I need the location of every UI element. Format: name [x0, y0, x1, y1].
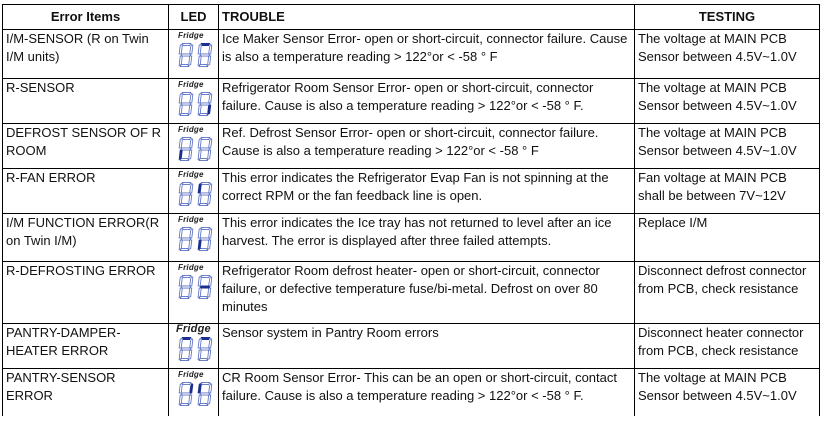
segment-c: [208, 56, 211, 65]
segment-f: [198, 93, 201, 102]
segment-b: [209, 93, 212, 102]
led-cell: [169, 324, 219, 369]
segment-a: [182, 182, 190, 184]
segment-a: [182, 227, 190, 229]
testing-cell: The voltage at MAIN PCB Sensor between 4.5V~1.0V: [635, 124, 820, 169]
segment-b: [190, 276, 193, 285]
digit-1: [179, 92, 193, 115]
led-display: [172, 30, 219, 74]
seven-segment-digits: [176, 89, 216, 119]
segment-f: [179, 93, 182, 102]
segment-a: [201, 137, 209, 139]
segment-g: [181, 348, 190, 350]
led-fridge-label: Fridge: [178, 80, 204, 89]
trouble-cell: Ice Maker Sensor Error- open or short-circuit, connector failure. Cause is also a temperature reading > 122°or < -58 ° F: [219, 30, 635, 79]
segment-f: [179, 228, 182, 237]
led-fridge-label: Fridge: [178, 370, 204, 379]
testing-cell: The voltage at MAIN PCB Sensor between 4.5V~1.0V: [635, 79, 820, 124]
segment-c: [189, 288, 192, 297]
digit-1: [179, 337, 193, 360]
segment-c: [189, 150, 192, 159]
error-item-cell: PANTRY-DAMPER-HEATER ERROR: [3, 324, 169, 369]
segment-c: [189, 395, 192, 404]
segment-a-lit: [201, 43, 209, 45]
digit-1: [179, 43, 193, 66]
table-row: [3, 324, 820, 369]
error-item-cell: R-SENSOR: [3, 79, 169, 124]
table-row: [3, 30, 820, 79]
segment-a: [201, 92, 209, 94]
digit-2: [198, 337, 212, 360]
testing-cell: Disconnect defrost connector from PCB, check resistance: [635, 262, 820, 324]
segment-g: [200, 193, 209, 195]
digit-2: [198, 227, 212, 250]
segment-f-lit: [198, 183, 201, 192]
led-cell: [169, 214, 219, 262]
header-led: LED: [169, 5, 219, 30]
led-fridge-label: Fridge: [178, 263, 204, 272]
digit-2: [198, 43, 212, 66]
led-cell: [169, 169, 219, 214]
error-code-table: [2, 4, 820, 416]
segment-f: [198, 276, 201, 285]
segment-g: [200, 103, 209, 105]
led-cell: [169, 79, 219, 124]
segment-b: [209, 276, 212, 285]
error-item-cell: R-FAN ERROR: [3, 169, 169, 214]
segment-f: [198, 228, 201, 237]
led-display: [172, 262, 219, 306]
led-display: [172, 79, 219, 123]
digit-1: [179, 382, 193, 405]
segment-g: [200, 348, 209, 350]
testing-cell: The voltage at MAIN PCB Sensor between 4.5V~1.0V: [635, 30, 820, 79]
segment-c: [208, 195, 211, 204]
error-item-cell: R-DEFROSTING ERROR: [3, 262, 169, 324]
led-cell: [169, 369, 219, 416]
segment-b: [190, 183, 193, 192]
error-item-cell: I/M FUNCTION ERROR(R on Twin I/M): [3, 214, 169, 262]
segment-b: [209, 383, 212, 392]
segment-c: [208, 395, 211, 404]
table-row: [3, 262, 820, 324]
table-row: [3, 214, 820, 262]
digit-1: [179, 275, 193, 298]
seven-segment-digits: [176, 40, 216, 70]
segment-b: [190, 93, 193, 102]
trouble-cell: CR Room Sensor Error- This can be an open or short-circuit, contact failure. Cause is also a temperature reading > 122°or < -58 ° F.: [219, 369, 635, 416]
digit-2: [198, 92, 212, 115]
segment-c: [189, 195, 192, 204]
led-fridge-label: Fridge: [178, 31, 204, 40]
table-row: [3, 124, 820, 169]
segment-c: [189, 56, 192, 65]
segment-g: [181, 393, 190, 395]
seven-segment-digits: [176, 379, 216, 409]
table-row: [3, 79, 820, 124]
segment-f-lit: [198, 383, 201, 392]
segment-a: [182, 137, 190, 139]
segment-c: [208, 150, 211, 159]
segment-a-lit: [201, 337, 209, 339]
table-row: [3, 369, 820, 416]
segment-c: [189, 105, 192, 114]
led-fridge-label: Fridge: [178, 215, 204, 224]
segment-b: [209, 338, 212, 347]
testing-cell: The voltage at MAIN PCB Sensor between 4.5V~1.0V: [635, 369, 820, 416]
led-fridge-label: Fridge: [178, 125, 204, 134]
segment-a: [201, 275, 209, 277]
segment-f: [179, 138, 182, 147]
led-display: [172, 214, 219, 258]
digit-1: [179, 137, 193, 160]
segment-f: [198, 138, 201, 147]
testing-cell: Replace I/M: [635, 214, 820, 262]
error-item-cell: PANTRY-SENSOR ERROR: [3, 369, 169, 416]
segment-g: [181, 103, 190, 105]
header-testing: TESTING: [635, 5, 820, 30]
segment-g: [181, 193, 190, 195]
segment-a: [201, 227, 209, 229]
digit-2: [198, 382, 212, 405]
trouble-cell: Refrigerator Room Sensor Error- open or short-circuit, connector failure. Cause is also a temperature reading > 122°or < -58 ° F.: [219, 79, 635, 124]
segment-g: [200, 393, 209, 395]
segment-b-lit: [190, 383, 193, 392]
segment-b: [209, 44, 212, 53]
trouble-cell: This error indicates the Ice tray has not returned to level after an ice harvest. The error is displayed after three failed attempts.: [219, 214, 635, 262]
segment-c: [208, 350, 211, 359]
segment-f: [198, 44, 201, 53]
testing-cell: Fan voltage at MAIN PCB shall be between 7V~12V: [635, 169, 820, 214]
seven-segment-digits: [176, 134, 216, 164]
segment-f: [179, 383, 182, 392]
segment-b: [209, 183, 212, 192]
segment-b: [209, 228, 212, 237]
segment-g: [181, 54, 190, 56]
seven-segment-digits: [176, 224, 216, 254]
led-cell: [169, 30, 219, 79]
segment-a: [182, 43, 190, 45]
error-item-cell: I/M-SENSOR (R on Twin I/M units): [3, 30, 169, 79]
segment-g: [181, 238, 190, 240]
digit-2: [198, 182, 212, 205]
segment-c: [208, 288, 211, 297]
trouble-cell: Sensor system in Pantry Room errors: [219, 324, 635, 369]
digit-1: [179, 182, 193, 205]
table-row: [3, 169, 820, 214]
header-trouble: TROUBLE: [219, 5, 635, 30]
segment-g: [181, 148, 190, 150]
segment-b: [190, 44, 193, 53]
led-display: [172, 124, 219, 168]
segment-a: [182, 275, 190, 277]
segment-a: [201, 382, 209, 384]
led-cell: [169, 124, 219, 169]
led-display: [172, 369, 219, 413]
segment-a: [182, 92, 190, 94]
segment-f: [179, 276, 182, 285]
segment-g: [181, 286, 190, 288]
seven-segment-digits: [176, 179, 216, 209]
seven-segment-digits: [176, 334, 216, 364]
segment-b: [190, 228, 193, 237]
segment-f: [179, 338, 182, 347]
segment-g: [200, 148, 209, 150]
header-error-items: Error Items: [3, 5, 169, 30]
testing-cell: Disconnect heater connector from PCB, check resistance: [635, 324, 820, 369]
segment-c-lit: [208, 105, 211, 114]
segment-g-lit: [200, 286, 209, 288]
segment-b: [209, 138, 212, 147]
segment-g: [200, 54, 209, 56]
segment-g: [200, 238, 209, 240]
segment-c: [189, 240, 192, 249]
led-fridge-label: Fridge: [178, 170, 204, 179]
segment-b: [190, 138, 193, 147]
led-display: [172, 324, 219, 368]
segment-a: [182, 382, 190, 384]
trouble-cell: Ref. Defrost Sensor Error- open or short-circuit, connector failure. Cause is also a temperature reading > 122°or < -58 ° F: [219, 124, 635, 169]
segment-c: [189, 350, 192, 359]
digit-1: [179, 227, 193, 250]
digit-2: [198, 275, 212, 298]
header-row: [3, 5, 820, 30]
segment-a-lit: [182, 337, 190, 339]
led-cell: [169, 262, 219, 324]
trouble-cell: Refrigerator Room defrost heater- open or short-circuit, connector failure, or defective temperature fuse/bi-metal. Defrost on over 80 minutes: [219, 262, 635, 324]
led-display: [172, 169, 219, 213]
led-fridge-label: Fridge: [176, 323, 211, 335]
segment-b: [190, 338, 193, 347]
segment-f: [179, 183, 182, 192]
segment-f: [179, 44, 182, 53]
segment-a: [201, 182, 209, 184]
segment-f: [198, 338, 201, 347]
trouble-cell: This error indicates the Refrigerator Evap Fan is not spinning at the correct RPM or the fan feedback line is open.: [219, 169, 635, 214]
segment-c: [208, 240, 211, 249]
error-item-cell: DEFROST SENSOR OF R ROOM: [3, 124, 169, 169]
seven-segment-digits: [176, 272, 216, 302]
digit-2: [198, 137, 212, 160]
